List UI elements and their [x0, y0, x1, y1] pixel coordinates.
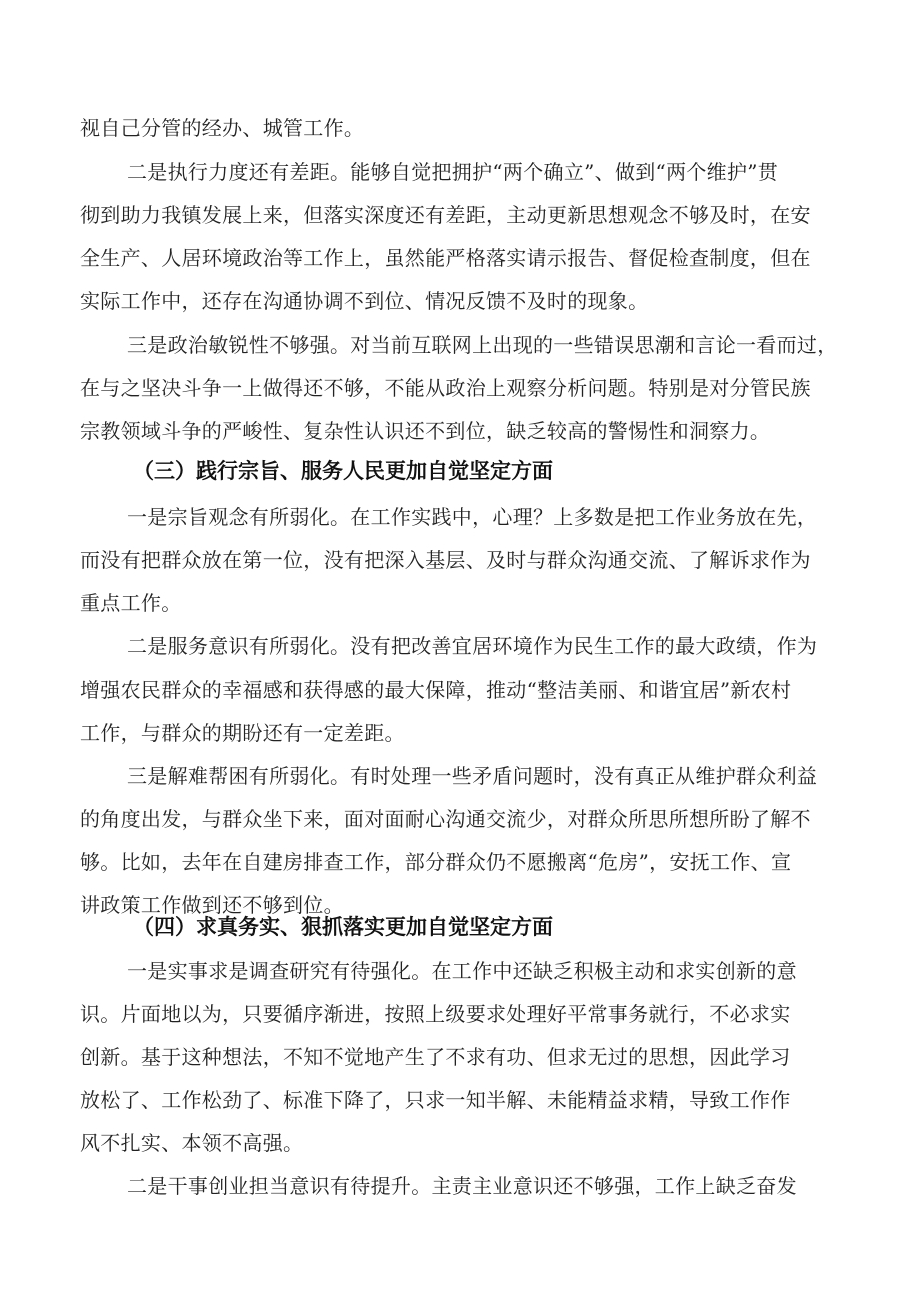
text-line: 三是解难帮困有所弱化。有时处理一些矛盾问题时，没有真正从维护群众利益 [127, 764, 818, 788]
text-line: 二是执行力度还有差距。能够自觉把拥护“两个确立”、做到“两个维护”贯 [127, 160, 779, 184]
section-heading-3: （三）践行宗旨、服务人民更加自觉坚定方面 [133, 459, 553, 483]
text-line: 彻到助力我镇发展上来，但落实深度还有差距，主动更新思想观念不够及时，在安 [80, 203, 811, 227]
text-line: 二是服务意识有所弱化。没有把改善宜居环境作为民生工作的最大政绩，作为 [127, 634, 818, 658]
text-line: 一是实事求是调查研究有待强化。在工作中还缺乏积极主动和求实创新的意 [127, 959, 797, 983]
text-line: 的角度出发，与群众坐下来，面对面耐心沟通交流少，对群众所思所想所盼了解不 [80, 807, 811, 831]
text-line: 工作，与群众的期盼还有一定差距。 [80, 721, 405, 745]
text-line: 够。比如，去年在自建房排查工作，部分群众仍不愿搬离“危房”，安抚工作、宣 [80, 850, 792, 874]
text-line: 宗教领域斗争的严峻性、复杂性认识还不到位，缺乏较高的警惕性和洞察力。 [80, 419, 771, 443]
text-line: 在与之坚决斗争一上做得还不够，不能从政治上观察分析问题。特别是对分管民族 [80, 376, 811, 400]
text-line: 三是政治敏锐性不够强。对当前互联网上出现的一些错误思潮和言论一看而过， [127, 333, 838, 357]
text-line: 实际工作中，还存在沟通协调不到位、情况反馈不及时的现象。 [80, 289, 649, 313]
text-line: 二是干事创业担当意识有待提升。主责主业意识还不够强，工作上缺乏奋发 [127, 1174, 797, 1198]
text-line: 讲政策工作做到还不够到位。 [80, 893, 344, 917]
text-line: 全生产、人居环境政治等工作上，虽然能严格落实请示报告、督促检查制度，但在 [80, 246, 811, 270]
text-line: 创新。基于这种想法，不知不觉地产生了不求有功、但求无过的思想，因此学习 [80, 1045, 791, 1069]
text-line: 风不扎实、本领不高强。 [80, 1131, 304, 1155]
text-line: 而没有把群众放在第一位，没有把深入基层、及时与群众沟通交流、了解诉求作为 [80, 548, 811, 572]
text-line: 增强农民群众的幸福感和获得感的最大保障，推动“整洁美丽、和谐宜居”新农村 [80, 678, 792, 702]
text-line: 重点工作。 [80, 591, 182, 615]
text-line: 一是宗旨观念有所弱化。在工作实践中，心理？上多数是把工作业务放在先， [127, 505, 818, 529]
text-line: 识。片面地以为，只要循序渐进，按照上级要求处理好平常事务就行，不必求实 [80, 1002, 791, 1026]
text-line: 视自己分管的经办、城管工作。 [80, 116, 365, 140]
text-line: 放松了、工作松劲了、标准下降了，只求一知半解、未能精益求精，导致工作作 [80, 1088, 791, 1112]
section-heading-4: （四）求真务实、狠抓落实更加自觉坚定方面 [133, 915, 553, 939]
